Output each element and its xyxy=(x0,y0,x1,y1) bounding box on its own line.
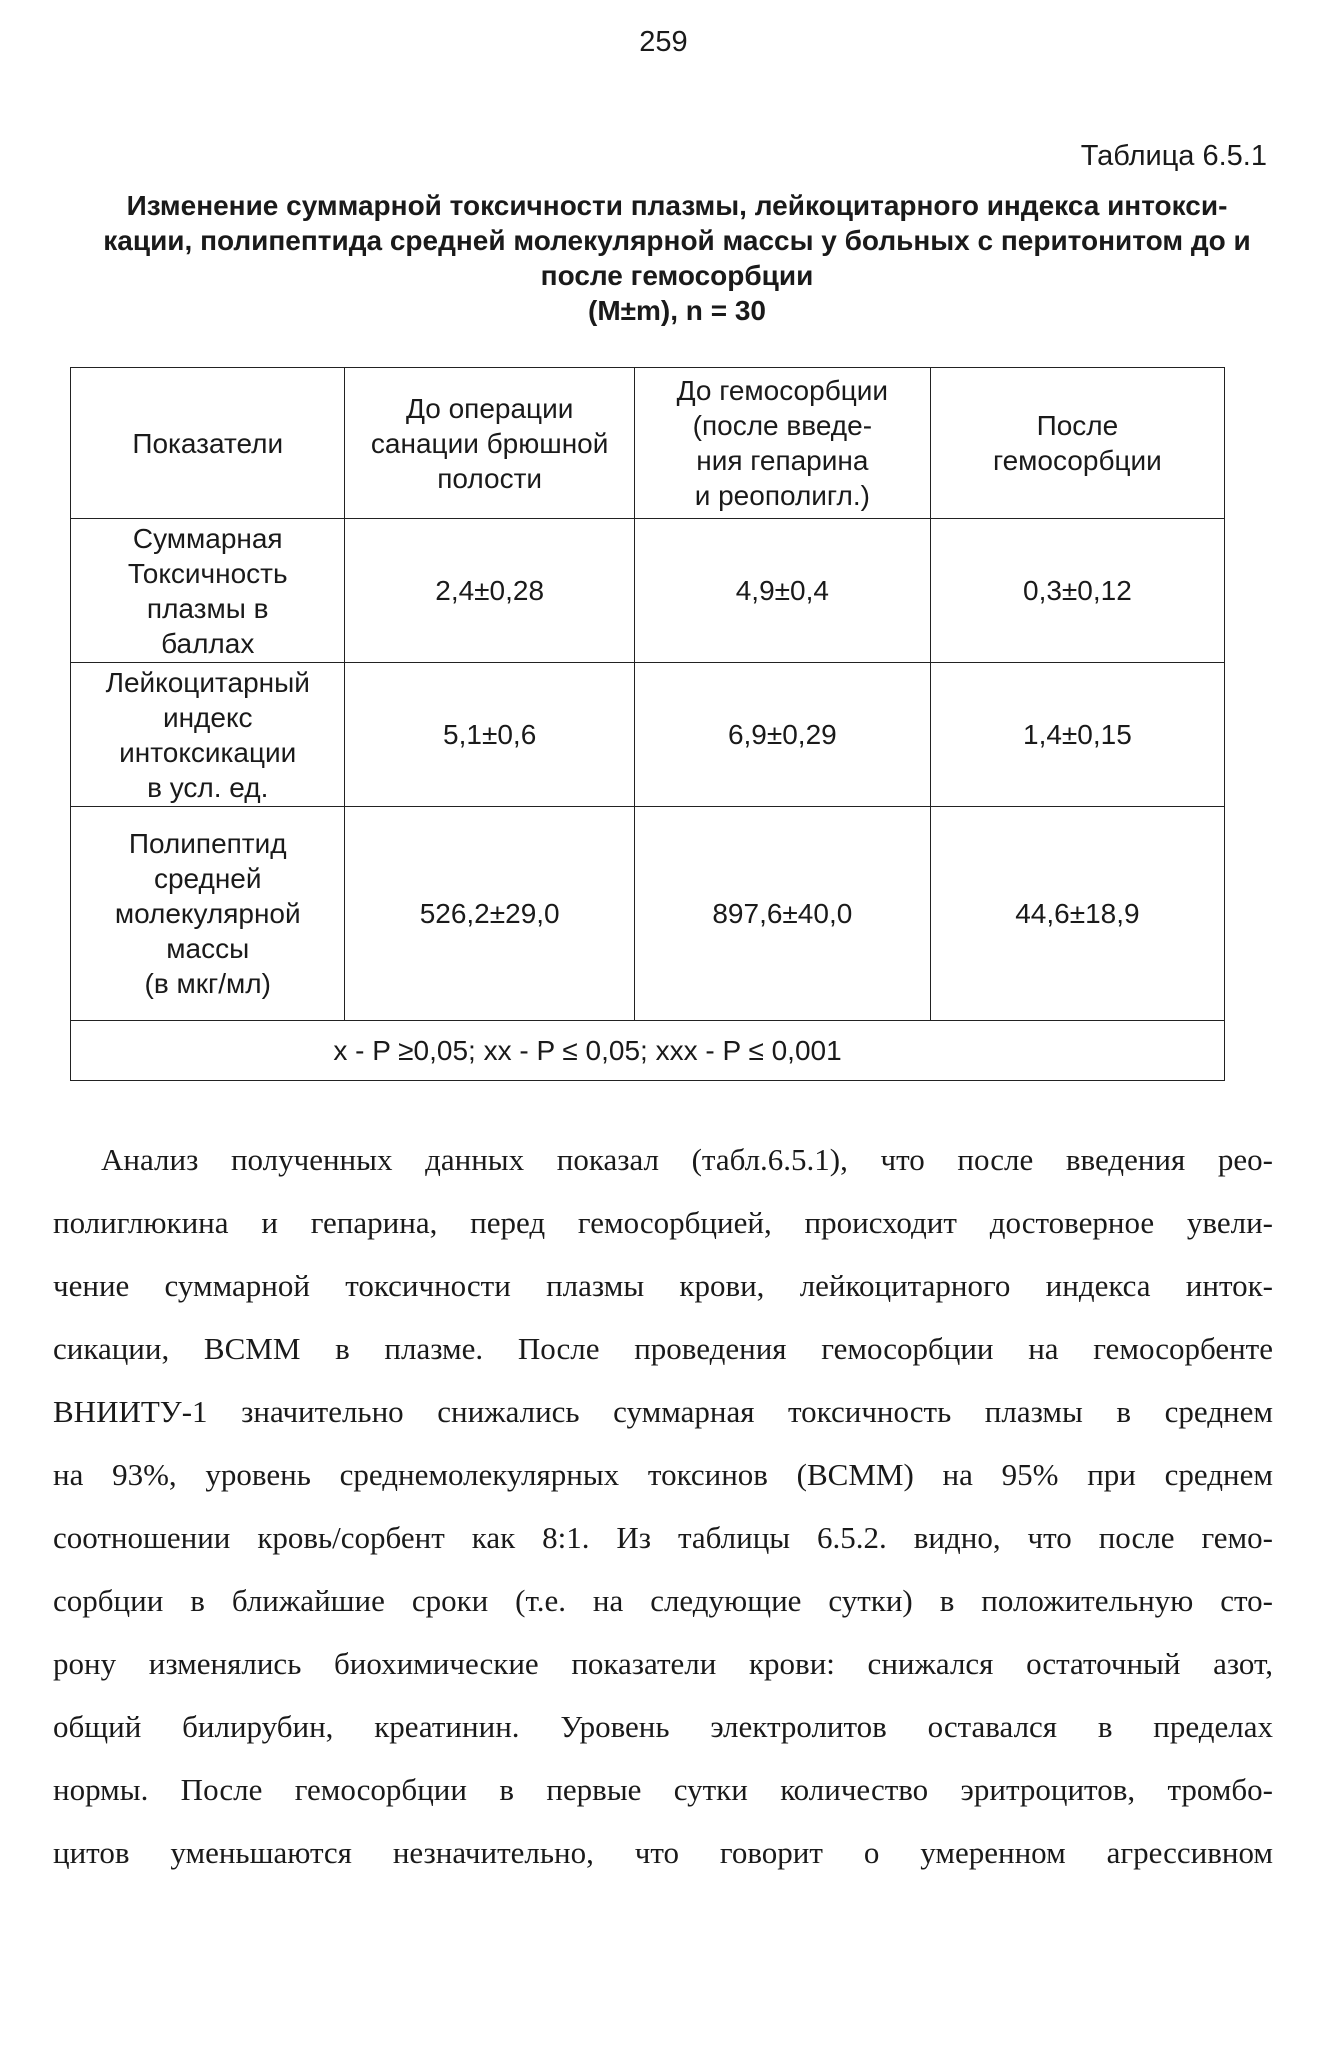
paragraph-line: сикации, ВСММ в плазме. После проведения гемосорбции на гемосорбенте xyxy=(53,1331,1273,1366)
table-footnote xyxy=(71,1021,1225,1081)
row-label-text: средней xyxy=(153,863,262,894)
table-cell: 6,9±0,29 xyxy=(634,663,930,807)
paragraph-line: чение суммарной токсичности плазмы крови, лейкоцитарного индекса инток- xyxy=(53,1268,1273,1303)
paragraph-line: полиглюкина и гепарина, перед гемосорбцией, происходит достоверное увели- xyxy=(53,1205,1273,1240)
paragraph-line: ВНИИТУ-1 значительно снижались суммарная токсичность плазмы в среднем xyxy=(53,1394,1273,1429)
row-label-text: индекс xyxy=(162,701,253,733)
paragraph-line: на 93%, уровень среднемолекулярных токсинов (ВСММ) на 95% при среднем xyxy=(53,1457,1273,1492)
table-row xyxy=(71,807,1225,1021)
table-header-row xyxy=(71,368,1225,519)
paragraph-line: общий билирубин, креатинин. Уровень электролитов оставался в пределах xyxy=(53,1709,1273,1744)
table-cell: 0,3±0,12 xyxy=(930,519,1224,663)
paragraph-line: цитов уменьшаются незначительно, что говорит о умеренном агрессивном xyxy=(53,1835,1273,1870)
header-text: До операции xyxy=(405,392,574,424)
row-label xyxy=(71,663,345,807)
header-text: ния гепарина xyxy=(696,445,869,476)
header-text: До гемосорбции xyxy=(676,375,889,406)
footnote-text: x - P ≥0,05; xx - P ≤ 0,05; xxx - P ≤ 0,001 xyxy=(333,1035,842,1066)
header-indicators xyxy=(71,368,345,519)
table-title-line: кации, полипептида средней молекулярной массы у больных с перитонитом до и xyxy=(103,225,1251,256)
table-label: Таблица 6.5.1 xyxy=(1080,140,1267,172)
table-title-line: (M±m), n = 30 xyxy=(588,295,766,326)
header-text: полости xyxy=(437,462,543,494)
page-number: 259 xyxy=(639,26,688,58)
paragraph-line: нормы. После гемосорбции в первые сутки количество эритроцитов, тромбо- xyxy=(53,1772,1273,1807)
header-text: санации брюшной xyxy=(370,427,609,459)
row-label-text: Полипептид xyxy=(128,828,287,859)
table-cell: 5,1±0,6 xyxy=(345,663,634,807)
row-label-text: Токсичность xyxy=(127,557,288,589)
header-text: Показатели xyxy=(132,427,284,459)
table-title-line: Изменение суммарной токсичности плазмы, лейкоцитарного индекса интокси- xyxy=(126,190,1228,221)
row-label-text: молекулярной xyxy=(114,898,301,929)
table-cell: 4,9±0,4 xyxy=(634,519,930,663)
data-table xyxy=(70,367,1225,1081)
row-label xyxy=(71,807,345,1021)
header-text: гемосорбции xyxy=(993,445,1162,476)
paragraph-line: соотношении кровь/сорбент как 8:1. Из таблицы 6.5.2. видно, что после гемо- xyxy=(53,1520,1273,1555)
row-label-text: Суммарная xyxy=(132,522,283,554)
table-cell: 526,2±29,0 xyxy=(345,807,634,1021)
header-text: и реополигл.) xyxy=(694,480,870,511)
body-paragraph xyxy=(53,1128,1273,1884)
header-after-hemosorption xyxy=(930,368,1224,519)
paragraph-line: Анализ полученных данных показал (табл.6.5.1), что после введения рео- xyxy=(101,1142,1273,1177)
row-label-text: интоксикации xyxy=(119,736,297,768)
row-label-text: Лейкоцитарный xyxy=(105,666,310,698)
table-title-line: после гемосорбции xyxy=(540,260,814,291)
row-label-text: в усл. ед. xyxy=(147,771,269,803)
table-footnote-row xyxy=(71,1021,1225,1081)
header-text: (после введе- xyxy=(692,410,873,441)
row-label-text: (в мкг/мл) xyxy=(144,968,271,999)
row-label-text: массы xyxy=(166,933,250,964)
table-cell: 44,6±18,9 xyxy=(930,807,1224,1021)
header-before-operation xyxy=(345,368,634,519)
table-cell: 897,6±40,0 xyxy=(634,807,930,1021)
table-cell: 2,4±0,28 xyxy=(345,519,634,663)
header-before-hemosorption xyxy=(634,368,930,519)
table-title xyxy=(82,188,1272,328)
table-cell: 1,4±0,15 xyxy=(930,663,1224,807)
row-label-text: баллах xyxy=(161,627,255,659)
paragraph-line: сорбции в ближайшие сроки (т.е. на следующие сутки) в положительную сто- xyxy=(53,1583,1273,1618)
row-label-text: плазмы в xyxy=(146,592,269,624)
paragraph-line: рону изменялись биохимические показатели крови: снижался остаточный азот, xyxy=(53,1646,1273,1681)
row-label xyxy=(71,519,345,663)
table-row xyxy=(71,663,1225,807)
header-text: После xyxy=(1036,410,1119,441)
table-row xyxy=(71,519,1225,663)
